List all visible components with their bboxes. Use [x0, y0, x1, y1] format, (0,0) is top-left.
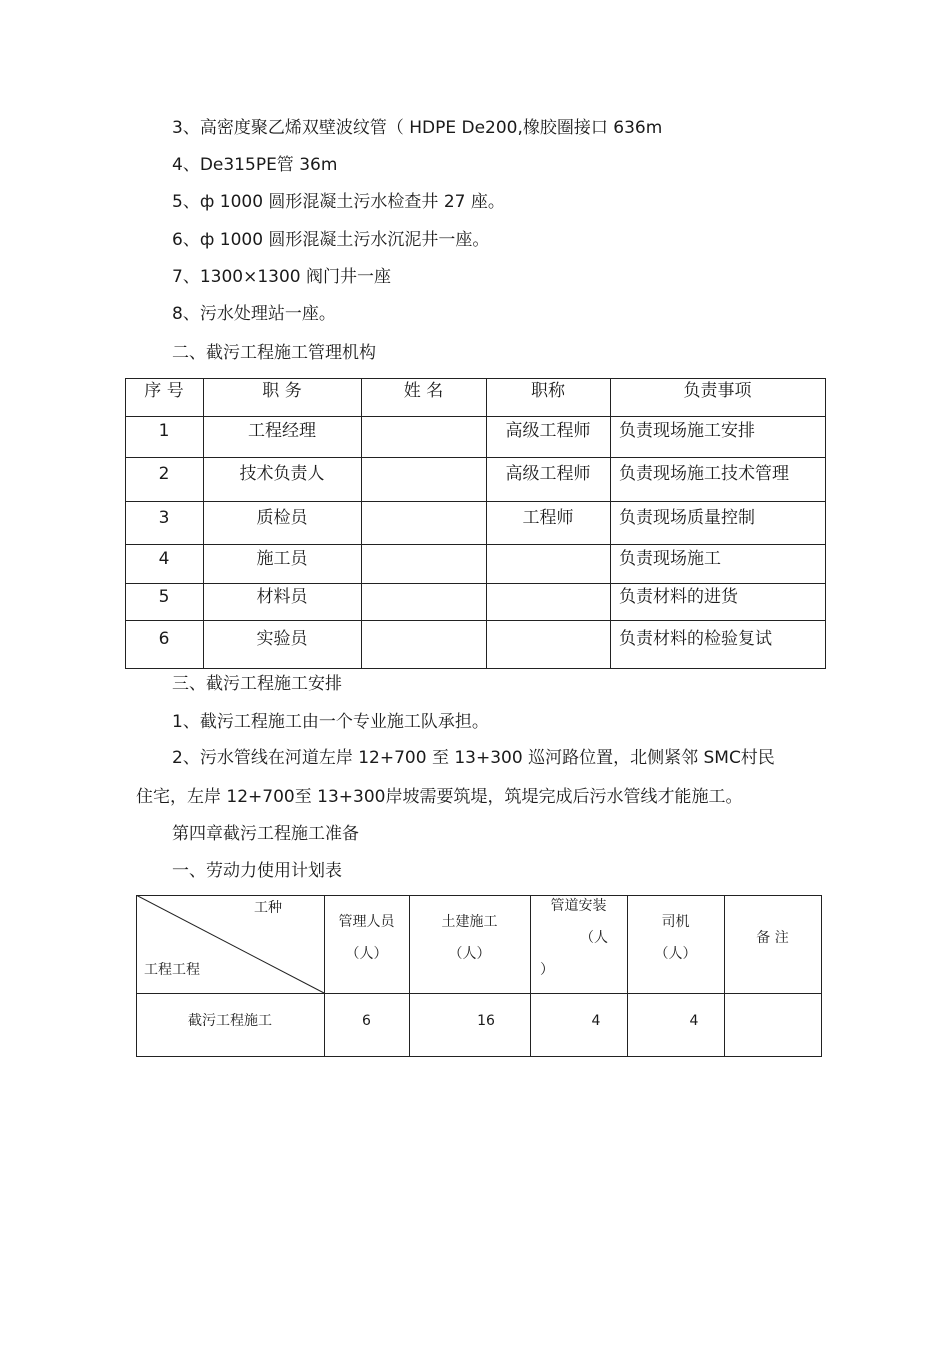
- header-management-staff: 管理人员: [338, 914, 395, 930]
- header-driver: 司机: [661, 914, 690, 930]
- table-cell-duty: 负责现场施工: [619, 549, 721, 569]
- table-row-label: 截污工程施工: [188, 1013, 272, 1029]
- table-cell-management: 6: [362, 1013, 371, 1029]
- list-item-hdpe-pipe: 3、高密度聚乙烯双壁波纹管（ HDPE De200,橡胶圈接口 636m: [172, 118, 663, 138]
- labor-table: [136, 895, 822, 1057]
- header-management-unit: （人）: [345, 946, 388, 962]
- table-cell-position: 实验员: [256, 629, 308, 649]
- org-table: [125, 378, 826, 669]
- labor-table-title: 一、劳动力使用计划表: [172, 861, 342, 881]
- table-header-name: 姓 名: [403, 381, 444, 401]
- table-cell-position: 施工员: [256, 549, 308, 569]
- table-cell-duty: 负责材料的进货: [619, 587, 738, 607]
- diagonal-divider: [136, 895, 325, 994]
- table-cell-driver: 4: [689, 1013, 699, 1029]
- table-cell-position: 技术负责人: [239, 464, 325, 484]
- table-cell-title: 高级工程师: [505, 464, 591, 484]
- table-cell-title: 高级工程师: [505, 421, 591, 441]
- table-header-title: 职称: [531, 381, 565, 401]
- table-cell-index: 1: [158, 421, 170, 441]
- header-remarks: 备 注: [756, 930, 789, 946]
- table-cell-index: 2: [158, 464, 170, 484]
- table-header-duty: 负责事项: [683, 381, 752, 401]
- arrangement-item-2: 2、污水管线在河道左岸 12+700 至 13+300 巡河路位置，北侧紧邻 SMC村民: [172, 748, 775, 768]
- header-civil: 土建施工: [441, 914, 498, 930]
- table-cell-duty: 负责现场施工安排: [619, 421, 755, 441]
- arrangement-item-1: 1、截污工程施工由一个专业施工队承担。: [172, 712, 489, 732]
- table-cell-duty: 负责现场施工技术管理: [619, 464, 789, 484]
- table-cell-position: 材料员: [256, 587, 308, 607]
- header-pipe-unit-close: ）: [540, 962, 554, 978]
- header-driver-unit: （人）: [654, 946, 697, 962]
- table-cell-duty: 负责材料的检验复试: [619, 629, 772, 649]
- table-cell-position: 工程经理: [248, 421, 316, 441]
- header-pipe-install: 管道安装: [550, 898, 607, 914]
- list-item-valve-well: 7、1300×1300 阀门井一座: [172, 267, 391, 287]
- table-header-index: 序 号: [144, 381, 184, 401]
- list-item-inspection-well: 5、ф 1000 圆形混凝土污水检查井 27 座。: [172, 192, 505, 212]
- header-project: 工程工程: [144, 962, 200, 978]
- table-cell-index: 3: [158, 508, 170, 528]
- table-cell-title: 工程师: [522, 508, 574, 528]
- list-item-treatment-station: 8、污水处理站一座。: [172, 304, 336, 324]
- header-work-type: 工种: [254, 900, 282, 916]
- header-pipe-unit-open: （人: [580, 930, 608, 946]
- header-civil-unit: （人）: [448, 946, 491, 962]
- table-cell-civil: 16: [477, 1013, 495, 1029]
- table-cell-index: 5: [158, 587, 170, 607]
- arrangement-item-2-cont: 住宅，左岸 12+700至 13+300岸坡需要筑堤，筑堤完成后污水管线才能施工。: [136, 787, 743, 807]
- table-header-position: 职 务: [262, 381, 302, 401]
- table-cell-position: 质检员: [256, 508, 308, 528]
- table-cell-duty: 负责现场质量控制: [619, 508, 755, 528]
- chapter-heading: 第四章截污工程施工准备: [172, 824, 359, 844]
- table-cell-index: 4: [158, 549, 170, 569]
- table-cell-pipe: 4: [591, 1013, 601, 1029]
- list-item-pe-pipe: 4、De315PE管 36m: [172, 155, 338, 175]
- list-item-sediment-well: 6、ф 1000 圆形混凝土污水沉泥井一座。: [172, 230, 490, 250]
- table-cell-index: 6: [158, 629, 170, 649]
- section-heading-management: 二、截污工程施工管理机构: [172, 343, 376, 363]
- section-heading-arrangement: 三、截污工程施工安排: [172, 674, 342, 694]
